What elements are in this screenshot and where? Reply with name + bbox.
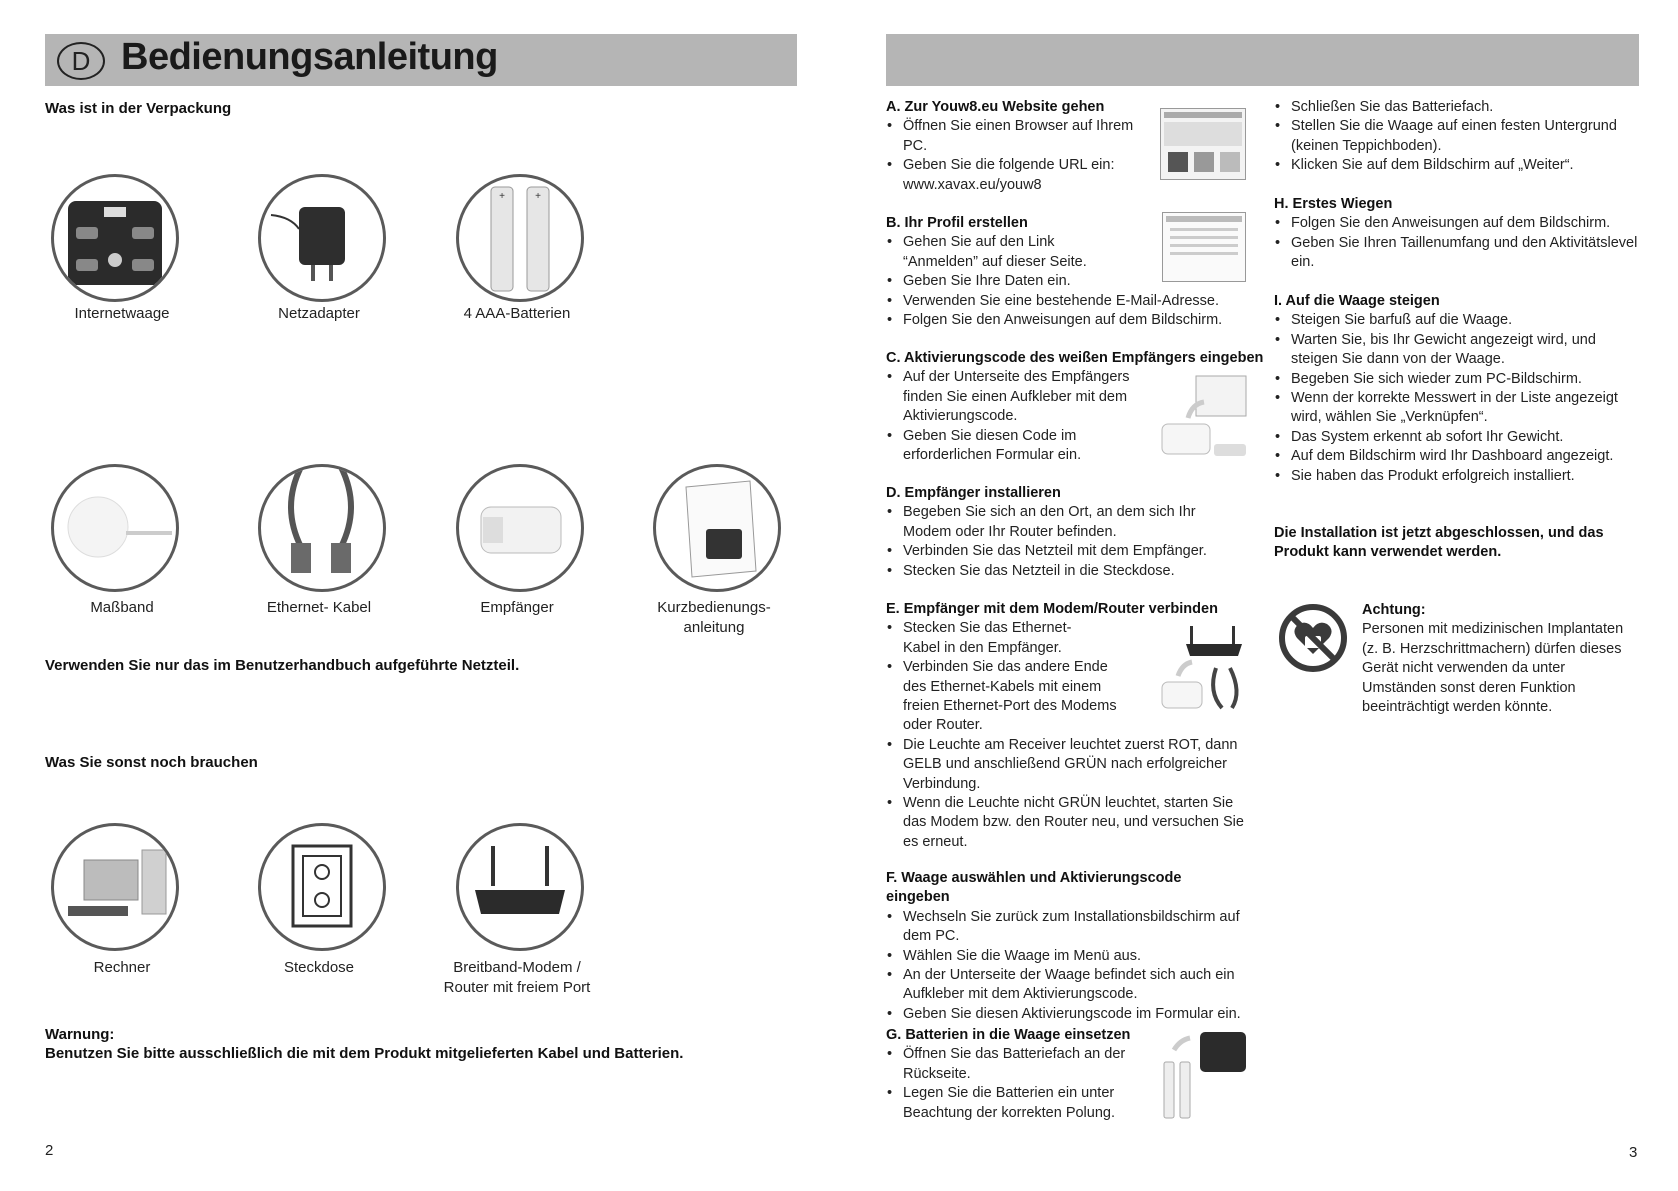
list-item: • An der Unterseite der Waage befindet sich auch ein Aufkleber mit dem Aktivierungscode.	[886, 966, 1246, 1005]
right-title-banner	[886, 34, 1639, 86]
list-item: • Stellen Sie die Waage auf einen festen Untergrund (keinen Teppichboden).	[1274, 117, 1644, 156]
batteries-icon	[456, 174, 584, 302]
receiver-code-thumb	[1158, 374, 1248, 460]
list-item: • Warten Sie, bis Ihr Gewicht angezeigt wird, und steigen Sie dann von der Waage.	[1274, 331, 1634, 370]
list-item: • Begeben Sie sich an den Ort, an dem sich Ihr Modem oder Ihr Router befinden.	[886, 503, 1246, 542]
list-item: • Stecken Sie das Netzteil in die Steckdose.	[886, 562, 1246, 581]
list-item: • Öffnen Sie das Batteriefach an der Rückseite.	[886, 1045, 1126, 1084]
psu-note: Verwenden Sie nur das im Benutzerhandbuch aufgeführte Netzteil.	[45, 657, 520, 674]
list-item: • Folgen Sie den Anweisungen auf dem Bildschirm.	[886, 311, 1246, 330]
caution-text: Personen mit medizinischen Implantaten (z. B. Herzschrittmachern) dürfen dieses Gerät nicht verwenden da unter Umständen sonst deren Funktion beeinträchtigt werden könnte.	[1362, 621, 1624, 716]
section-i: I. Auf die Waage steigen • Steigen Sie barfuß auf die Waage. • Warten Sie, bis Ihr Gewicht angezeigt wird, und steigen Sie dann von der Waage. • Begeben Sie sich wieder zum PC-Bildschirm. • Wenn der korrekte Messwert in der Liste angezeigt wird, wählen Sie „Verknüpfen“. • Das System erkennt ab sofort Ihr Gewicht. • Auf dem Bildschirm wird Ihr Dashboard angezeigt. • Sie haben das Produkt erfolgreich installiert.	[1274, 292, 1634, 486]
power-adapter-icon	[258, 174, 386, 302]
package-item-label: Empfänger	[480, 599, 554, 616]
package-heading: Was ist in der Verpackung	[45, 100, 232, 117]
section-continued	[1274, 98, 1644, 176]
list-item: • Geben Sie diesen Aktivierungscode im Formular ein.	[886, 1005, 1246, 1024]
page-number-right: 3	[1629, 1144, 1638, 1161]
list-item: • Auf dem Bildschirm wird Ihr Dashboard angezeigt.	[1274, 447, 1634, 466]
list-item: • Wählen Sie die Waage im Menü aus.	[886, 947, 1246, 966]
list-item: • Geben Sie die folgende URL ein: www.xavax.eu/youw8	[886, 156, 1156, 195]
language-badge: D	[57, 42, 105, 80]
page-number-left: 2	[45, 1142, 54, 1159]
installation-complete-note: Die Installation ist jetzt abgeschlossen, und das Produkt kann verwendet werden.	[1274, 525, 1604, 561]
list-item: • Geben Sie diesen Code im erforderlichen Formular ein.	[886, 427, 1131, 466]
battery-insert-thumb	[1156, 1030, 1250, 1120]
svg-text:+: +	[499, 191, 505, 202]
list-item: • Wenn der korrekte Messwert in der Liste angezeigt wird, wählen Sie „Verknüpfen“.	[1274, 389, 1634, 428]
page-title: Bedienungsanleitung	[121, 36, 498, 78]
package-item-label: Kurzbedienungs- anleitung	[657, 599, 771, 636]
list-item: • Folgen Sie den Anweisungen auf dem Bildschirm.	[1274, 214, 1644, 233]
no-pacemaker-warning-icon	[1277, 602, 1349, 674]
computer-icon	[51, 823, 179, 951]
package-item-label: 4 AAA-Batterien	[463, 305, 571, 322]
scale-icon	[51, 174, 179, 302]
profile-form-thumb	[1162, 212, 1246, 282]
list-item: • Verbinden Sie das Netzteil mit dem Empfänger.	[886, 542, 1246, 561]
list-item: • Schließen Sie das Batteriefach.	[1274, 98, 1644, 117]
list-item: • Das System erkennt ab sofort Ihr Gewicht.	[1274, 428, 1634, 447]
list-item: • Wechseln Sie zurück zum Installationsbildschirm auf dem PC.	[886, 908, 1246, 947]
list-item: • Gehen Sie auf den Link “Anmelden” auf dieser Seite.	[886, 233, 1118, 272]
list-item: • Stecken Sie das Ethernet-Kabel in den Empfänger.	[886, 619, 1103, 658]
list-item: • Sie haben das Produkt erfolgreich installiert.	[1274, 467, 1634, 486]
left-title-banner	[45, 34, 797, 86]
router-connect-thumb	[1156, 622, 1250, 716]
receiver-icon	[456, 464, 584, 592]
list-item: • Verbinden Sie das andere Ende des Ethernet-Kabels mit einem freien Ethernet-Port des Modems oder Router.	[886, 658, 1133, 736]
list-item: • Auf der Unterseite des Empfängers finden Sie einen Aufkleber mit dem Aktivierungscode.	[886, 368, 1131, 426]
list-item: • Öffnen Sie einen Browser auf Ihrem PC.	[886, 117, 1156, 156]
section-f: F. Waage auswählen und Aktivierungscode eingeben • Wechseln Sie zurück zum Installationsbildschirm auf dem PC. • Wählen Sie die Waage im Menü aus. • An der Unterseite der Waage befindet sich auch ein Aufkleber mit dem Aktivierungscode. • Geben Sie diesen Aktivierungscode im Formular ein.	[886, 869, 1246, 1024]
list-item: • Geben Sie Ihren Taillenumfang und den Aktivitätslevel ein.	[1274, 234, 1644, 273]
warning-heading: Warnung:	[45, 1026, 115, 1043]
needs-item-label: Breitband-Modem / Router mit freiem Port	[443, 959, 591, 996]
package-item-label: Internetwaage	[74, 305, 170, 322]
section-c: C. Aktivierungscode des weißen Empfängers eingeben • Auf der Unterseite des Empfängers finden Sie einen Aufkleber mit dem Aktivierungscode. • Geben Sie diesen Code im erforderlichen Formular ein.	[886, 349, 1266, 465]
ethernet-cable-icon	[258, 464, 386, 592]
package-item-label: Maßband	[90, 599, 154, 616]
measuring-tape-icon	[51, 464, 179, 592]
needs-item-label: Steckdose	[283, 959, 355, 976]
warning-text: Benutzen Sie bitte ausschließlich die mit dem Produkt mitgelieferten Kabel und Batterien.	[45, 1045, 684, 1062]
list-item: • Die Leuchte am Receiver leuchtet zuerst ROT, dann GELB und anschließend GRÜN nach erfolgreicher Verbindung.	[886, 736, 1246, 794]
list-item: • Begeben Sie sich wieder zum PC-Bildschirm.	[1274, 370, 1634, 389]
needs-heading: Was Sie sonst noch brauchen	[45, 754, 258, 771]
svg-text:+: +	[535, 191, 541, 202]
list-item: • Wenn die Leuchte nicht GRÜN leuchtet, starten Sie das Modem bzw. den Router neu, und versuchen Sie es erneut.	[886, 794, 1246, 852]
section-e: E. Empfänger mit dem Modem/Router verbinden • Stecken Sie das Ethernet-Kabel in den Empfänger. • Verbinden Sie das andere Ende des Ethernet-Kabels mit einem freien Ethernet-Port des Modems oder Router. • Die Leuchte am Receiver leuchtet zuerst ROT, dann GELB und anschließend GRÜN nach erfolgreicher Verbindung. • Wenn die Leuchte nicht GRÜN leuchtet, starten Sie das Modem bzw. den Router neu, und versuchen Sie es erneut.	[886, 600, 1246, 852]
quick-guide-icon	[653, 464, 781, 592]
list-item: • Geben Sie Ihre Daten ein.	[886, 272, 1246, 291]
list-item: • Verwenden Sie eine bestehende E-Mail-Adresse.	[886, 292, 1246, 311]
package-item-label: Ethernet- Kabel	[266, 599, 372, 616]
package-item-label: Netzadapter	[278, 305, 360, 322]
section-g: G. Batterien in die Waage einsetzen • Öffnen Sie das Batteriefach an der Rückseite. • Legen Sie die Batterien ein unter Beachtung der korrekten Polung.	[886, 1026, 1246, 1123]
power-socket-icon	[258, 823, 386, 951]
list-item: • Legen Sie die Batterien ein unter Beachtung der korrekten Polung.	[886, 1084, 1126, 1123]
section-a: A. Zur Youw8.eu Website gehen • Öffnen Sie einen Browser auf Ihrem PC. • Geben Sie die folgende URL ein: www.xavax.eu/youw8	[886, 98, 1156, 195]
caution-box: Achtung: Personen mit medizinischen Implantaten (z. B. Herzschrittmachern) dürfen dieses Gerät nicht verwenden da unter Umständen sonst deren Funktion beeinträchtigt werden könnte.	[1362, 601, 1638, 717]
section-b: B. Ihr Profil erstellen • Gehen Sie auf den Link “Anmelden” auf dieser Seite. • Geben Sie Ihre Daten ein. • Verwenden Sie eine bestehende E-Mail-Adresse. • Folgen Sie den Anweisungen auf dem Bildschirm.	[886, 214, 1246, 330]
list-item: • Klicken Sie auf dem Bildschirm auf „Weiter“.	[1274, 156, 1644, 175]
list-item: • Steigen Sie barfuß auf die Waage.	[1274, 311, 1634, 330]
needs-item-label: Rechner	[93, 959, 151, 976]
website-screenshot-thumb	[1160, 108, 1246, 180]
section-d: D. Empfänger installieren • Begeben Sie sich an den Ort, an dem sich Ihr Modem oder Ihr Router befinden. • Verbinden Sie das Netzteil mit dem Empfänger. • Stecken Sie das Netzteil in die Steckdose.	[886, 484, 1246, 581]
router-icon	[456, 823, 584, 951]
section-h: H. Erstes Wiegen • Folgen Sie den Anweisungen auf dem Bildschirm. • Geben Sie Ihren Taillenumfang und den Aktivitätslevel ein.	[1274, 195, 1644, 273]
